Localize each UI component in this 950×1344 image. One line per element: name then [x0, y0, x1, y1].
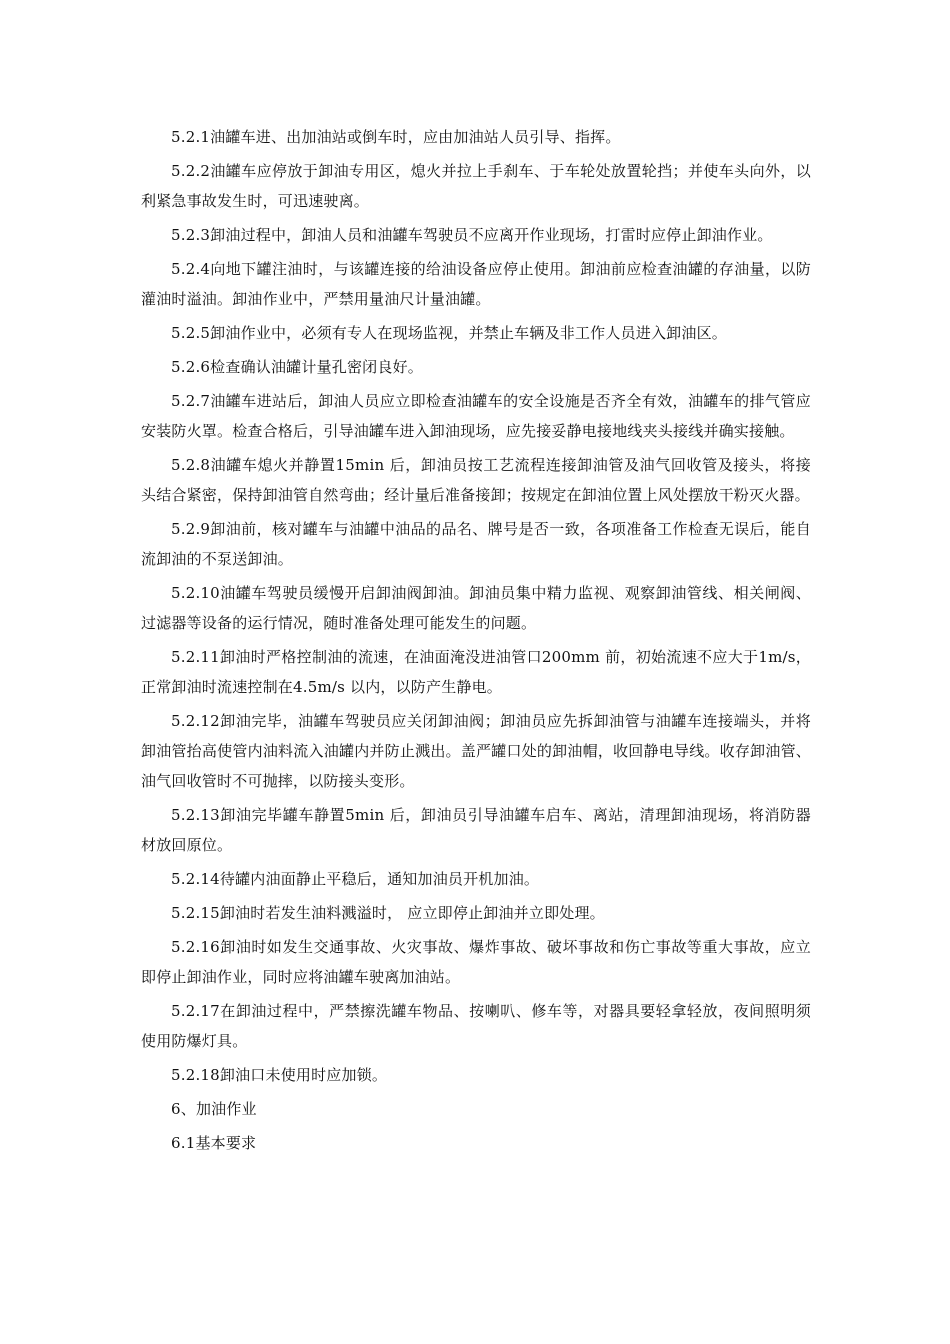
paragraph-5-2-15: 5.2.15卸油时若发生油料溅溢时， 应立即停止卸油并立即处理。: [171, 904, 605, 922]
section-heading-6: 6、加油作业: [171, 1100, 257, 1118]
paragraph-5-2-13: 5.2.13卸油完毕罐车静置5min 后，卸油员引导油罐车启车、离站，清理卸油现场，将消防器材放回原位。: [141, 806, 811, 854]
document-body: [141, 122, 811, 1162]
paragraph-5-2-10: 5.2.10油罐车驾驶员缓慢开启卸油阀卸油。卸油员集中精力监视、观察卸油管线、相关闸阀、过滤器等设备的运行情况，随时准备处理可能发生的问题。: [141, 584, 811, 632]
paragraph-5-2-4: 5.2.4向地下罐注油时，与该罐连接的给油设备应停止使用。卸油前应检查油罐的存油量，以防灌油时溢油。卸油作业中，严禁用量油尺计量油罐。: [141, 260, 811, 308]
paragraph-5-2-6: 5.2.6检查确认油罐计量孔密闭良好。: [171, 358, 423, 376]
subsection-heading-6-1: 6.1基本要求: [171, 1134, 257, 1152]
paragraph-5-2-16: 5.2.16卸油时如发生交通事故、火灾事故、爆炸事故、破坏事故和伤亡事故等重大事故，应立即停止卸油作业，同时应将油罐车驶离加油站。: [141, 938, 811, 986]
paragraph-5-2-18: 5.2.18卸油口未使用时应加锁。: [171, 1066, 388, 1084]
paragraph-5-2-7: 5.2.7油罐车进站后，卸油人员应立即检查油罐车的安全设施是否齐全有效，油罐车的排气管应安装防火罩。检查合格后，引导油罐车进入卸油现场，应先接妥静电接地线夹头接线并确实接触。: [141, 392, 811, 440]
paragraph-5-2-12: 5.2.12卸油完毕，油罐车驾驶员应关闭卸油阀；卸油员应先拆卸油管与油罐车连接端头，并将卸油管抬高使管内油料流入油罐内并防止溅出。盖严罐口处的卸油帽，收回静电导线。收存卸油管、油气回收管时不可抛摔，以防接头变形。: [141, 712, 811, 790]
paragraph-5-2-14: 5.2.14待罐内油面静止平稳后，通知加油员开机加油。: [171, 870, 540, 888]
paragraph-5-2-9: 5.2.9卸油前，核对罐车与油罐中油品的品名、牌号是否一致，各项准备工作检查无误后，能自流卸油的不泵送卸油。: [141, 520, 811, 568]
paragraph-5-2-5: 5.2.5卸油作业中，必须有专人在现场监视，并禁止车辆及非工作人员进入卸油区。: [171, 324, 727, 342]
paragraph-5-2-8: 5.2.8油罐车熄火并静置15min 后，卸油员按工艺流程连接卸油管及油气回收管及接头，将接头结合紧密，保持卸油管自然弯曲；经计量后准备接卸；按规定在卸油位置上风处摆放干粉灭火器。: [141, 456, 811, 504]
paragraph-5-2-3: 5.2.3卸油过程中，卸油人员和油罐车驾驶员不应离开作业现场，打雷时应停止卸油作业。: [171, 226, 773, 244]
paragraph-5-2-1: 5.2.1油罐车进、出加油站或倒车时，应由加油站人员引导、指挥。: [171, 128, 621, 146]
paragraph-5-2-17: 5.2.17在卸油过程中，严禁擦洗罐车物品、按喇叭、修车等，对器具要轻拿轻放，夜间照明须使用防爆灯具。: [141, 1002, 811, 1050]
paragraph-5-2-11: 5.2.11卸油时严格控制油的流速，在油面淹没进油管口200mm 前，初始流速不应大于1m/s，正常卸油时流速控制在4.5m/s 以内，以防产生静电。: [141, 648, 811, 696]
paragraph-5-2-2: 5.2.2油罐车应停放于卸油专用区，熄火并拉上手刹车、于车轮处放置轮挡；并使车头向外，以利紧急事故发生时，可迅速驶离。: [141, 162, 811, 210]
